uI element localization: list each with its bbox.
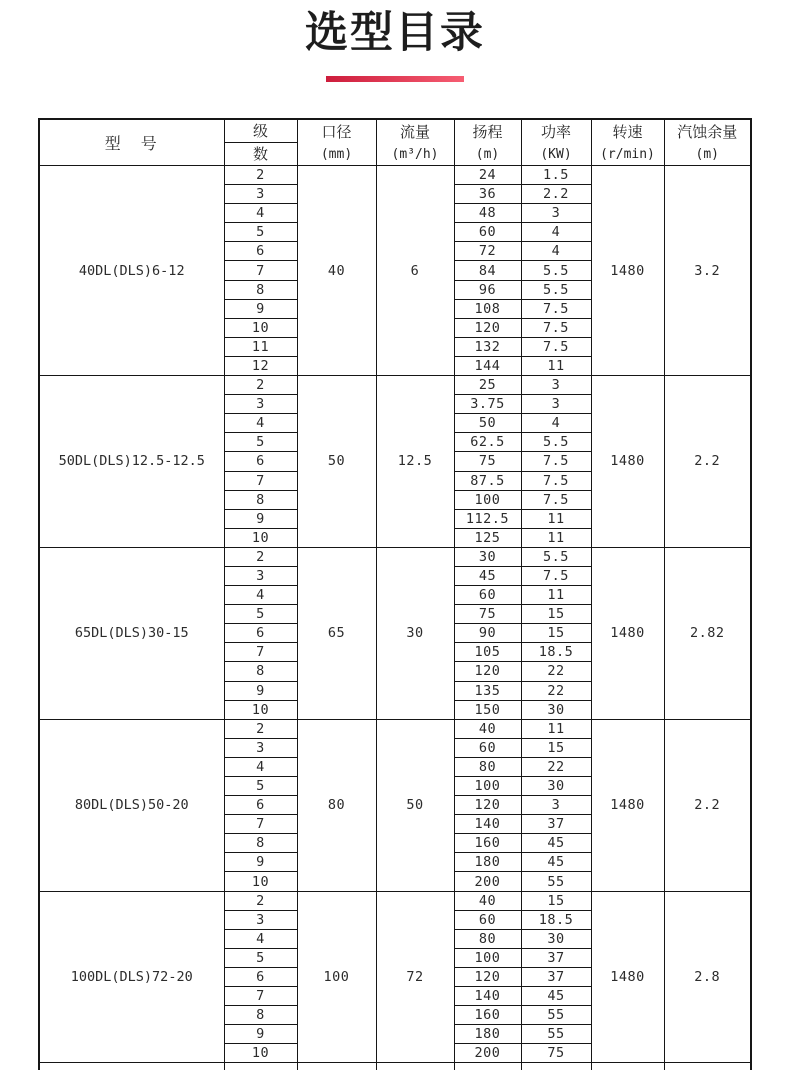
header-npsh-name: 汽蚀余量 — [677, 122, 738, 141]
header-speed-name: 转速 — [612, 122, 643, 141]
power-cell: 55 — [521, 1025, 591, 1044]
head-cell: 112.5 — [454, 509, 521, 528]
stage-cell: 3 — [224, 395, 297, 414]
head-cell: 60 — [454, 586, 521, 605]
head-cell: 25 — [454, 376, 521, 395]
header-npsh-unit: (m) — [695, 146, 719, 162]
head-cell: 132 — [454, 337, 521, 356]
power-cell: 37 — [521, 967, 591, 986]
power-cell: 30 — [521, 929, 591, 948]
power-cell: 18.5 — [521, 643, 591, 662]
head-cell: 60 — [454, 910, 521, 929]
power-cell: 5.5 — [521, 261, 591, 280]
head-cell: 120 — [454, 318, 521, 337]
power-cell: 30 — [521, 700, 591, 719]
flow-cell: 12.5 — [376, 376, 454, 548]
stage-cell: 3 — [224, 738, 297, 757]
head-cell: 75 — [454, 605, 521, 624]
power-cell: 7.5 — [521, 490, 591, 509]
power-cell: 75 — [521, 1044, 591, 1063]
header-speed — [591, 119, 664, 166]
stage-cell: 4 — [224, 204, 297, 223]
power-cell: 5.5 — [521, 433, 591, 452]
npsh-cell: 2.2 — [664, 376, 751, 548]
head-cell: 160 — [454, 834, 521, 853]
header-stages-bottom: 数 — [252, 145, 268, 163]
head-cell: 125 — [454, 528, 521, 547]
stage-cell: 6 — [224, 624, 297, 643]
head-cell: 150 — [454, 700, 521, 719]
power-cell: 11 — [521, 356, 591, 375]
model-cell: 80DL(DLS)50-20 — [39, 719, 224, 891]
npsh-cell: 2.82 — [664, 547, 751, 719]
stage-cell: 4 — [224, 929, 297, 948]
head-cell: 60 — [454, 738, 521, 757]
head-cell — [454, 1063, 521, 1070]
speed-cell: 1480 — [591, 719, 664, 891]
power-cell: 5.5 — [521, 547, 591, 566]
flow-cell — [376, 1063, 454, 1070]
speed-cell — [591, 1063, 664, 1070]
header-power-name: 功率 — [540, 122, 571, 141]
head-cell: 90 — [454, 624, 521, 643]
spec-row — [39, 547, 751, 566]
head-cell: 200 — [454, 872, 521, 891]
stage-cell: 11 — [224, 337, 297, 356]
model-cell: 40DL(DLS)6-12 — [39, 166, 224, 376]
power-cell: 22 — [521, 681, 591, 700]
stage-cell: 2 — [224, 166, 297, 185]
header-power — [521, 119, 591, 166]
head-cell: 140 — [454, 815, 521, 834]
head-cell: 80 — [454, 757, 521, 776]
spec-row — [39, 1063, 751, 1070]
head-cell: 120 — [454, 662, 521, 681]
stage-cell: 9 — [224, 1025, 297, 1044]
head-cell: 40 — [454, 719, 521, 738]
stage-cell: 7 — [224, 261, 297, 280]
header-head-name: 扬程 — [472, 122, 503, 141]
power-cell: 2.2 — [521, 185, 591, 204]
head-cell: 40 — [454, 891, 521, 910]
spec-row — [39, 376, 751, 395]
header-npsh — [664, 119, 751, 166]
power-cell: 45 — [521, 834, 591, 853]
power-cell: 30 — [521, 777, 591, 796]
flow-cell: 72 — [376, 891, 454, 1063]
header-diameter — [297, 119, 376, 166]
stage-cell: 10 — [224, 872, 297, 891]
power-cell: 7.5 — [521, 299, 591, 318]
speed-cell: 1480 — [591, 376, 664, 548]
power-cell: 22 — [521, 662, 591, 681]
head-cell: 140 — [454, 987, 521, 1006]
head-cell: 75 — [454, 452, 521, 471]
table-header-row — [39, 119, 751, 166]
stage-cell: 2 — [224, 376, 297, 395]
header-flow — [376, 119, 454, 166]
flow-cell: 50 — [376, 719, 454, 891]
power-cell: 37 — [521, 815, 591, 834]
head-cell: 135 — [454, 681, 521, 700]
head-cell: 62.5 — [454, 433, 521, 452]
header-diameter-name: 口径 — [321, 122, 352, 141]
stage-cell: 9 — [224, 299, 297, 318]
head-cell: 30 — [454, 547, 521, 566]
stage-cell: 8 — [224, 834, 297, 853]
flow-cell: 30 — [376, 547, 454, 719]
stage-cell: 5 — [224, 948, 297, 967]
power-cell: 55 — [521, 872, 591, 891]
stage-cell: 7 — [224, 815, 297, 834]
power-cell: 11 — [521, 719, 591, 738]
npsh-cell: 2.8 — [664, 891, 751, 1063]
model-cell: 50DL(DLS)12.5-12.5 — [39, 376, 224, 548]
stage-cell: 8 — [224, 490, 297, 509]
stage-cell: 5 — [224, 777, 297, 796]
header-diameter-unit: (mm) — [320, 146, 353, 162]
diameter-cell: 40 — [297, 166, 376, 376]
flow-cell: 6 — [376, 166, 454, 376]
head-cell: 96 — [454, 280, 521, 299]
stage-cell: 9 — [224, 853, 297, 872]
npsh-cell — [664, 1063, 751, 1070]
stage-cell: 5 — [224, 223, 297, 242]
model-cell: 65DL(DLS)30-15 — [39, 547, 224, 719]
power-cell: 11 — [521, 586, 591, 605]
pump-selection-table — [38, 118, 752, 1070]
head-cell: 36 — [454, 185, 521, 204]
head-cell: 120 — [454, 967, 521, 986]
power-cell: 4 — [521, 414, 591, 433]
power-cell: 4 — [521, 242, 591, 261]
stage-cell: 3 — [224, 910, 297, 929]
stage-cell: 8 — [224, 280, 297, 299]
head-cell: 60 — [454, 223, 521, 242]
speed-cell: 1480 — [591, 891, 664, 1063]
head-cell: 72 — [454, 242, 521, 261]
power-cell: 3 — [521, 395, 591, 414]
head-cell: 80 — [454, 929, 521, 948]
stage-cell: 4 — [224, 586, 297, 605]
speed-cell: 1480 — [591, 547, 664, 719]
stage-cell: 10 — [224, 318, 297, 337]
header-head-unit: (m) — [475, 146, 500, 162]
stage-cell: 12 — [224, 356, 297, 375]
head-cell: 105 — [454, 643, 521, 662]
power-cell — [521, 1063, 591, 1070]
diameter-cell: 65 — [297, 547, 376, 719]
power-cell: 18.5 — [521, 910, 591, 929]
stage-cell: 7 — [224, 987, 297, 1006]
power-cell: 4 — [521, 223, 591, 242]
stage-cell: 6 — [224, 967, 297, 986]
head-cell: 48 — [454, 204, 521, 223]
diameter-cell: 50 — [297, 376, 376, 548]
power-cell: 3 — [521, 796, 591, 815]
power-cell: 15 — [521, 605, 591, 624]
diameter-cell: 80 — [297, 719, 376, 891]
head-cell: 160 — [454, 1006, 521, 1025]
head-cell: 100 — [454, 948, 521, 967]
stage-cell: 5 — [224, 605, 297, 624]
model-cell — [39, 1063, 224, 1070]
spec-row — [39, 891, 751, 910]
stage-cell: 7 — [224, 471, 297, 490]
speed-cell: 1480 — [591, 166, 664, 376]
head-cell: 24 — [454, 166, 521, 185]
head-cell: 120 — [454, 796, 521, 815]
power-cell: 15 — [521, 891, 591, 910]
header-flow-unit: (m³/h) — [391, 146, 439, 162]
head-cell: 100 — [454, 777, 521, 796]
head-cell: 84 — [454, 261, 521, 280]
stage-cell: 2 — [224, 719, 297, 738]
head-cell: 200 — [454, 1044, 521, 1063]
power-cell: 7.5 — [521, 318, 591, 337]
power-cell: 55 — [521, 1006, 591, 1025]
power-cell: 11 — [521, 509, 591, 528]
header-speed-unit: (r/min) — [600, 146, 655, 162]
head-cell: 50 — [454, 414, 521, 433]
power-cell: 3 — [521, 204, 591, 223]
head-cell: 45 — [454, 566, 521, 585]
power-cell: 15 — [521, 624, 591, 643]
head-cell: 144 — [454, 356, 521, 375]
stage-cell: 10 — [224, 700, 297, 719]
power-cell: 37 — [521, 948, 591, 967]
header-head — [454, 119, 521, 166]
power-cell: 15 — [521, 738, 591, 757]
title-underline-bar — [326, 76, 464, 82]
head-cell: 100 — [454, 490, 521, 509]
header-stages-top: 级 — [225, 120, 297, 143]
power-cell: 45 — [521, 987, 591, 1006]
stage-cell: 2 — [224, 547, 297, 566]
power-cell: 7.5 — [521, 337, 591, 356]
stage-cell: 3 — [224, 185, 297, 204]
stage-cell: 9 — [224, 509, 297, 528]
power-cell: 7.5 — [521, 566, 591, 585]
pump-table-body — [39, 166, 751, 1070]
stage-cell: 7 — [224, 643, 297, 662]
power-cell: 22 — [521, 757, 591, 776]
spec-row — [39, 166, 751, 185]
spec-row — [39, 719, 751, 738]
page-title: 选型目录 — [305, 8, 485, 58]
header-model: 型 号 — [39, 119, 224, 166]
header-power-unit: (KW) — [540, 146, 572, 162]
head-cell: 108 — [454, 299, 521, 318]
stage-cell: 5 — [224, 433, 297, 452]
diameter-cell: 100 — [297, 891, 376, 1063]
stage-cell: 2 — [224, 891, 297, 910]
head-cell: 87.5 — [454, 471, 521, 490]
stage-cell: 10 — [224, 528, 297, 547]
head-cell: 180 — [454, 1025, 521, 1044]
stage-cell: 8 — [224, 1006, 297, 1025]
power-cell: 7.5 — [521, 452, 591, 471]
stage-cell — [224, 1063, 297, 1070]
stage-cell: 4 — [224, 757, 297, 776]
head-cell: 180 — [454, 853, 521, 872]
power-cell: 1.5 — [521, 166, 591, 185]
power-cell: 7.5 — [521, 471, 591, 490]
stage-cell: 8 — [224, 662, 297, 681]
stage-cell: 9 — [224, 681, 297, 700]
diameter-cell — [297, 1063, 376, 1070]
header-flow-name: 流量 — [399, 122, 430, 141]
stage-cell: 6 — [224, 452, 297, 471]
header-stages — [224, 119, 297, 166]
power-cell: 45 — [521, 853, 591, 872]
stage-cell: 6 — [224, 796, 297, 815]
stage-cell: 6 — [224, 242, 297, 261]
npsh-cell: 2.2 — [664, 719, 751, 891]
power-cell: 11 — [521, 528, 591, 547]
npsh-cell: 3.2 — [664, 166, 751, 376]
power-cell: 3 — [521, 376, 591, 395]
head-cell: 3.75 — [454, 395, 521, 414]
power-cell: 5.5 — [521, 280, 591, 299]
stage-cell: 4 — [224, 414, 297, 433]
stage-cell: 3 — [224, 566, 297, 585]
table-header — [39, 119, 751, 166]
stage-cell: 10 — [224, 1044, 297, 1063]
model-cell: 100DL(DLS)72-20 — [39, 891, 224, 1063]
